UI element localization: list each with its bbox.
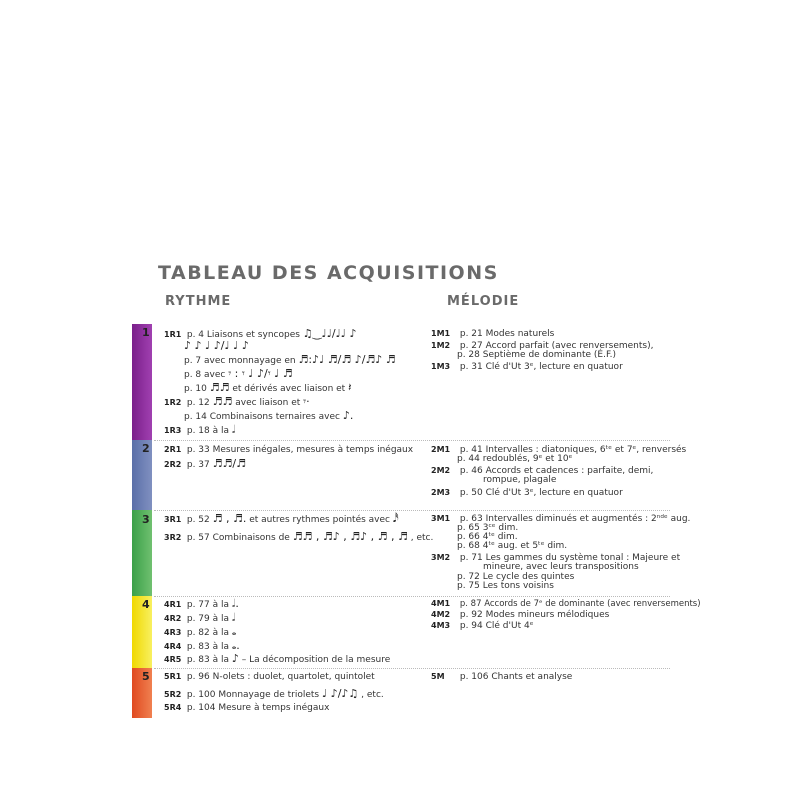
entry-text: p. 72 Le cycle des quintes [457, 572, 575, 582]
music-notation-icon: 𝅘𝅥𝅰 [392, 512, 399, 525]
entry-text: p. 75 Les tons voisins [457, 581, 554, 591]
entry-code: 4M3 [431, 621, 451, 630]
entry-code: 1R2 [164, 398, 182, 407]
entry-text: p. 100 Monnayage de triolets [186, 690, 320, 700]
rythme-entry [164, 702, 329, 714]
entry-text-after: et autres rythmes pointés avec [249, 515, 390, 525]
melodie-entry [431, 620, 533, 632]
entry-code: 4R1 [164, 600, 182, 609]
entry-text: p. 83 à la [186, 655, 230, 665]
music-notation-icon: 𝅗𝅥 [231, 611, 236, 624]
entry-code: 2R1 [164, 445, 182, 454]
level-number-1: 1 [142, 326, 150, 339]
melodie-entry-continued [457, 350, 616, 361]
entry-text: p. 27 Accord parfait (avec renversements), [459, 341, 654, 351]
entry-code: 2M3 [431, 488, 451, 497]
entry-text: p. 28 Septième de dominante (É.F.) [457, 350, 617, 360]
rythme-entry [164, 424, 235, 437]
music-notation-icon: 𝅝 [231, 625, 237, 638]
entry-text: p. 44 redoublés, 9ᵉ et 10ᵉ [457, 454, 573, 464]
entry-text: p. 14 Combinaisons ternaires avec [184, 412, 340, 422]
entry-text: p. 79 à la [186, 614, 230, 624]
entry-text-after: – La décomposition de la mesure [241, 655, 391, 665]
music-notation-icon: ♪ ♪ ♩ ♪/♩ ♩ ♪ [184, 339, 249, 352]
rythme-entry [164, 598, 239, 611]
entry-code: 5R4 [164, 703, 182, 712]
entry-text-after: , etc. [410, 533, 434, 543]
entry-text: p. 52 [186, 515, 210, 525]
entry-text: p. 66 4ᵗᵉ dim. [457, 532, 518, 542]
entry-code: 1M2 [431, 341, 451, 350]
music-notation-icon: ♬:♪♩ ♬/♬ ♪/♬♪ ♬ [298, 353, 396, 366]
music-notation-icon: ♩ ♪/♪♫ [321, 687, 359, 700]
entry-code: 4M2 [431, 610, 451, 619]
entry-text-after: et dérivés avec liaison et [232, 384, 346, 394]
rythme-entry [184, 382, 351, 395]
entry-code: 3M1 [431, 514, 451, 523]
melodie-entry [431, 361, 623, 373]
entry-text: mineure, avec leurs transpositions [483, 562, 639, 572]
entry-text: p. 63 Intervalles diminués et augmentés : 2ⁿᵈᵉ aug. [459, 514, 691, 524]
music-notation-icon: 𝄾 : 𝄾 ♩ ♪/𝄾 ♩ ♬ [228, 367, 293, 380]
page-title: TABLEAU DES ACQUISITIONS [158, 262, 499, 284]
entry-text: p. 68 4ᵗᵉ aug. et 5ᵗᵉ dim. [457, 541, 568, 551]
level-number-5: 5 [142, 670, 150, 683]
entry-text-after: , etc. [361, 690, 384, 700]
entry-code: 2M1 [431, 445, 451, 454]
melodie-entry-continued [457, 454, 572, 465]
music-notation-icon: ♬♬/♬ [212, 457, 246, 470]
melodie-entry-continued [457, 581, 554, 592]
rythme-entry [164, 444, 413, 456]
music-notation-icon: ♫‿♩♩/♩♩ ♪ [302, 327, 357, 340]
entry-text: p. 7 avec monnayage en [184, 356, 296, 366]
entry-text: p. 50 Clé d'Ut 3ᵉ, lecture en quatuor [459, 488, 623, 498]
entry-code: 2M2 [431, 466, 451, 475]
entry-code: 1M3 [431, 362, 451, 371]
entry-text: p. 41 Intervalles : diatoniques, 6ᵗᵉ et 7ᵉ, renversés [459, 445, 687, 455]
entry-code: 1R3 [164, 426, 182, 435]
music-notation-icon: 𝄽 [348, 381, 352, 394]
separator [154, 668, 670, 669]
music-notation-icon: ♬♬ , ♬♪ , ♬♪ , ♬ , ♬ [292, 530, 408, 543]
entry-code: 1R1 [164, 330, 182, 339]
separator [154, 510, 670, 511]
entry-text: p. 33 Mesures inégales, mesures à temps inégaux [186, 445, 414, 455]
rythme-notation-line [184, 340, 249, 353]
entry-code: 5R1 [164, 672, 182, 681]
entry-text: p. 94 Clé d'Ut 4ᵉ [459, 621, 534, 631]
rythme-entry [164, 513, 399, 526]
rythme-entry [164, 396, 310, 409]
rythme-entry [164, 671, 375, 683]
music-notation-icon: ♬♬ [212, 395, 233, 408]
entry-text: p. 10 [184, 384, 207, 394]
entry-text: p. 18 à la [186, 426, 230, 436]
entry-text: p. 12 [186, 398, 210, 408]
music-notation-icon: ♪. [342, 409, 354, 422]
rythme-entry [164, 458, 246, 471]
entry-code: 3R1 [164, 515, 182, 524]
melodie-entry-continued [457, 541, 567, 552]
melodie-entry [431, 487, 623, 499]
level-number-2: 2 [142, 442, 150, 455]
entry-text: p. 65 3ᶜᵉ dim. [457, 523, 519, 533]
entry-text: p. 8 avec [184, 370, 226, 380]
entry-code: 4R3 [164, 628, 182, 637]
melodie-entry-continued [483, 475, 556, 486]
entry-code: 5R2 [164, 690, 182, 699]
music-notation-icon: ♬♬ [209, 381, 230, 394]
rythme-entry [164, 531, 433, 544]
rythme-entry [164, 688, 384, 701]
entry-code: 4R2 [164, 614, 182, 623]
entry-text-after: avec liaison et [235, 398, 301, 408]
music-notation-icon: ♪ [231, 652, 239, 665]
entry-text: p. 31 Clé d'Ut 3ᵉ, lecture en quatuor [459, 362, 623, 372]
entry-text: p. 87 Accords de 7ᵉ de dominante (avec renversements) [459, 599, 701, 609]
entry-text: p. 71 Les gammes du système tonal : Majeure et [459, 553, 681, 563]
entry-code: 1M1 [431, 329, 451, 338]
music-notation-icon: 𝅝. [231, 639, 240, 652]
entry-text: p. 37 [186, 460, 210, 470]
level-number-4: 4 [142, 598, 150, 611]
music-notation-icon: 𝄾· [303, 395, 310, 408]
entry-code: 4M1 [431, 599, 451, 608]
entry-code: 3R2 [164, 533, 182, 542]
music-notation-icon: ♬ , ♬. [212, 512, 247, 525]
melodie-entry [431, 328, 554, 340]
level-number-3: 3 [142, 513, 150, 526]
entry-code: 5M [431, 672, 445, 681]
rythme-entry [164, 640, 240, 653]
entry-text: p. 77 à la [186, 600, 230, 610]
music-notation-icon: 𝅗𝅥. [231, 597, 239, 610]
rythme-entry [164, 653, 390, 666]
melodie-entry [431, 671, 572, 683]
entry-text: p. 4 Liaisons et syncopes [186, 330, 300, 340]
entry-code: 4R5 [164, 655, 182, 664]
column-header-rythme: RYTHME [165, 294, 232, 309]
rythme-entry [184, 368, 293, 381]
rythme-entry [164, 626, 236, 639]
entry-text: p. 106 Chants et analyse [459, 672, 573, 682]
rythme-entry [184, 410, 353, 423]
entry-text: p. 104 Mesure à temps inégaux [186, 703, 330, 713]
entry-text: p. 21 Modes naturels [459, 329, 555, 339]
entry-text: p. 46 Accords et cadences : parfaite, demi, [459, 466, 654, 476]
entry-text: p. 57 Combinaisons de [186, 533, 290, 543]
entry-text: p. 83 à la [186, 642, 230, 652]
entry-code: 4R4 [164, 642, 182, 651]
entry-text: p. 92 Modes mineurs mélodiques [459, 610, 610, 620]
level-band-1 [132, 324, 152, 440]
entry-text: rompue, plagale [483, 475, 557, 485]
rythme-entry [164, 612, 235, 625]
separator [154, 440, 670, 441]
music-notation-icon: 𝅗𝅥 [231, 423, 236, 436]
entry-text: p. 96 N-olets : duolet, quartolet, quintolet [186, 672, 375, 682]
entry-code: 2R2 [164, 460, 182, 469]
entry-text: p. 82 à la [186, 628, 230, 638]
rythme-entry [184, 354, 396, 367]
entry-code: 3M2 [431, 553, 451, 562]
column-header-melodie: MÉLODIE [447, 294, 520, 309]
